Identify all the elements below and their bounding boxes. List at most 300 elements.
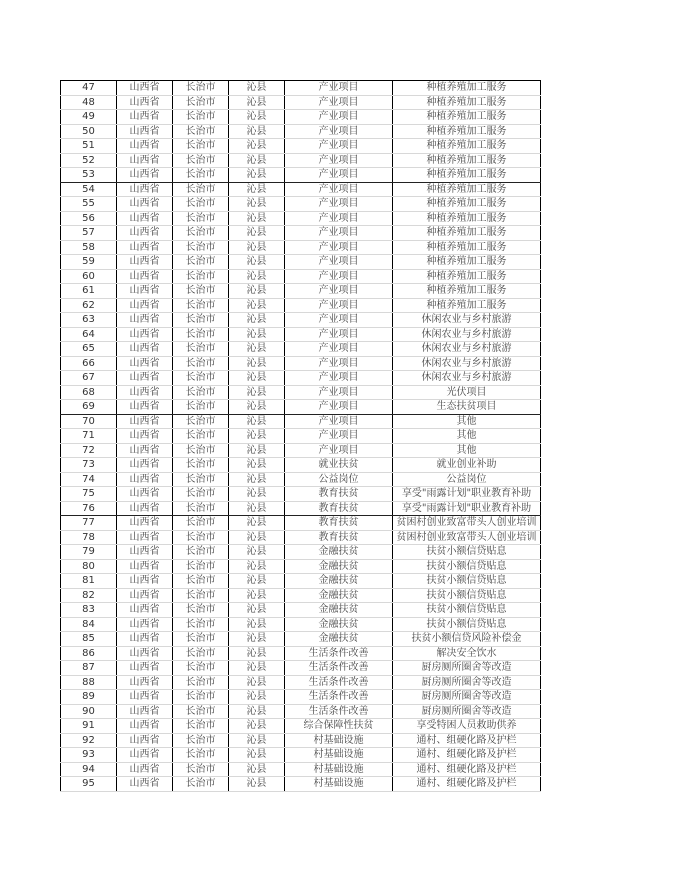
item-cell[interactable]: 光伏项目 — [393, 385, 541, 400]
item-cell[interactable]: 种植养殖加工服务 — [393, 168, 541, 183]
city-cell[interactable]: 长治市 — [173, 182, 229, 197]
city-cell[interactable]: 长治市 — [173, 168, 229, 183]
county-cell[interactable]: 沁县 — [229, 646, 285, 661]
province-cell[interactable]: 山西省 — [117, 298, 173, 313]
item-cell[interactable]: 种植养殖加工服务 — [393, 298, 541, 313]
row-number[interactable]: 88 — [61, 675, 117, 690]
county-cell[interactable]: 沁县 — [229, 95, 285, 110]
item-cell[interactable]: 休闲农业与乡村旅游 — [393, 313, 541, 328]
item-cell[interactable]: 就业创业补助 — [393, 458, 541, 473]
row-number[interactable]: 71 — [61, 429, 117, 444]
county-cell[interactable]: 沁县 — [229, 124, 285, 139]
category-cell[interactable]: 产业项目 — [285, 284, 393, 299]
county-cell[interactable]: 沁县 — [229, 530, 285, 545]
province-cell[interactable]: 山西省 — [117, 168, 173, 183]
row-number[interactable]: 83 — [61, 603, 117, 618]
row-number[interactable]: 76 — [61, 501, 117, 516]
county-cell[interactable]: 沁县 — [229, 226, 285, 241]
province-cell[interactable]: 山西省 — [117, 487, 173, 502]
county-cell[interactable]: 沁县 — [229, 81, 285, 96]
item-cell[interactable]: 厨房厕所圈舍等改造 — [393, 661, 541, 676]
county-cell[interactable]: 沁县 — [229, 414, 285, 429]
item-cell[interactable]: 其他 — [393, 429, 541, 444]
row-number[interactable]: 54 — [61, 182, 117, 197]
category-cell[interactable]: 金融扶贫 — [285, 603, 393, 618]
category-cell[interactable]: 产业项目 — [285, 182, 393, 197]
category-cell[interactable]: 产业项目 — [285, 385, 393, 400]
city-cell[interactable]: 长治市 — [173, 661, 229, 676]
row-number[interactable]: 67 — [61, 371, 117, 386]
province-cell[interactable]: 山西省 — [117, 588, 173, 603]
province-cell[interactable]: 山西省 — [117, 327, 173, 342]
county-cell[interactable]: 沁县 — [229, 400, 285, 415]
item-cell[interactable]: 种植养殖加工服务 — [393, 211, 541, 226]
province-cell[interactable]: 山西省 — [117, 603, 173, 618]
item-cell[interactable]: 扶贫小额信贷贴息 — [393, 559, 541, 574]
category-cell[interactable]: 教育扶贫 — [285, 501, 393, 516]
category-cell[interactable]: 金融扶贫 — [285, 574, 393, 589]
city-cell[interactable]: 长治市 — [173, 124, 229, 139]
province-cell[interactable]: 山西省 — [117, 371, 173, 386]
row-number[interactable]: 55 — [61, 197, 117, 212]
city-cell[interactable]: 长治市 — [173, 632, 229, 647]
item-cell[interactable]: 通村、组硬化路及护栏 — [393, 762, 541, 777]
city-cell[interactable]: 长治市 — [173, 356, 229, 371]
category-cell[interactable]: 生活条件改善 — [285, 690, 393, 705]
row-number[interactable]: 78 — [61, 530, 117, 545]
category-cell[interactable]: 综合保障性扶贫 — [285, 719, 393, 734]
province-cell[interactable]: 山西省 — [117, 617, 173, 632]
province-cell[interactable]: 山西省 — [117, 240, 173, 255]
county-cell[interactable]: 沁县 — [229, 110, 285, 125]
row-number[interactable]: 66 — [61, 356, 117, 371]
row-number[interactable]: 90 — [61, 704, 117, 719]
item-cell[interactable]: 扶贫小额信贷贴息 — [393, 574, 541, 589]
row-number[interactable]: 52 — [61, 153, 117, 168]
category-cell[interactable]: 产业项目 — [285, 240, 393, 255]
item-cell[interactable]: 种植养殖加工服务 — [393, 284, 541, 299]
item-cell[interactable]: 享受特困人员救助供养 — [393, 719, 541, 734]
province-cell[interactable]: 山西省 — [117, 226, 173, 241]
category-cell[interactable]: 教育扶贫 — [285, 530, 393, 545]
table-row — [61, 777, 541, 792]
county-cell[interactable]: 沁县 — [229, 182, 285, 197]
county-cell[interactable]: 沁县 — [229, 588, 285, 603]
province-cell[interactable]: 山西省 — [117, 443, 173, 458]
county-cell[interactable]: 沁县 — [229, 501, 285, 516]
city-cell[interactable]: 长治市 — [173, 371, 229, 386]
category-cell[interactable]: 金融扶贫 — [285, 545, 393, 560]
item-cell[interactable]: 休闲农业与乡村旅游 — [393, 371, 541, 386]
row-number[interactable]: 53 — [61, 168, 117, 183]
city-cell[interactable]: 长治市 — [173, 284, 229, 299]
province-cell[interactable]: 山西省 — [117, 400, 173, 415]
table-row — [61, 284, 541, 299]
province-cell[interactable]: 山西省 — [117, 661, 173, 676]
item-cell[interactable]: 贫困村创业致富带头人创业培训 — [393, 530, 541, 545]
item-cell[interactable]: 扶贫小额信贷贴息 — [393, 603, 541, 618]
county-cell[interactable]: 沁县 — [229, 777, 285, 792]
county-cell[interactable]: 沁县 — [229, 762, 285, 777]
city-cell[interactable]: 长治市 — [173, 458, 229, 473]
item-cell[interactable]: 种植养殖加工服务 — [393, 182, 541, 197]
county-cell[interactable]: 沁县 — [229, 516, 285, 531]
city-cell[interactable]: 长治市 — [173, 211, 229, 226]
category-cell[interactable]: 产业项目 — [285, 139, 393, 154]
category-cell[interactable]: 生活条件改善 — [285, 675, 393, 690]
category-cell[interactable]: 产业项目 — [285, 211, 393, 226]
province-cell[interactable]: 山西省 — [117, 414, 173, 429]
city-cell[interactable]: 长治市 — [173, 400, 229, 415]
county-cell[interactable]: 沁县 — [229, 559, 285, 574]
item-cell[interactable]: 贫困村创业致富带头人创业培训 — [393, 516, 541, 531]
item-cell[interactable]: 扶贫小额信贷贴息 — [393, 545, 541, 560]
county-cell[interactable]: 沁县 — [229, 704, 285, 719]
city-cell[interactable]: 长治市 — [173, 298, 229, 313]
county-cell[interactable]: 沁县 — [229, 487, 285, 502]
province-cell[interactable]: 山西省 — [117, 139, 173, 154]
item-cell[interactable]: 种植养殖加工服务 — [393, 110, 541, 125]
item-cell[interactable]: 扶贫小额信贷贴息 — [393, 617, 541, 632]
category-cell[interactable]: 教育扶贫 — [285, 487, 393, 502]
province-cell[interactable]: 山西省 — [117, 530, 173, 545]
row-number[interactable]: 56 — [61, 211, 117, 226]
item-cell[interactable]: 种植养殖加工服务 — [393, 255, 541, 270]
city-cell[interactable]: 长治市 — [173, 690, 229, 705]
province-cell[interactable]: 山西省 — [117, 385, 173, 400]
row-number[interactable]: 79 — [61, 545, 117, 560]
row-number[interactable]: 95 — [61, 777, 117, 792]
province-cell[interactable]: 山西省 — [117, 704, 173, 719]
city-cell[interactable]: 长治市 — [173, 255, 229, 270]
province-cell[interactable]: 山西省 — [117, 313, 173, 328]
county-cell[interactable]: 沁县 — [229, 748, 285, 763]
county-cell[interactable]: 沁县 — [229, 603, 285, 618]
city-cell[interactable]: 长治市 — [173, 762, 229, 777]
row-number[interactable]: 58 — [61, 240, 117, 255]
item-cell[interactable]: 休闲农业与乡村旅游 — [393, 327, 541, 342]
row-number[interactable]: 73 — [61, 458, 117, 473]
category-cell[interactable]: 金融扶贫 — [285, 588, 393, 603]
category-cell[interactable]: 公益岗位 — [285, 472, 393, 487]
row-number[interactable]: 62 — [61, 298, 117, 313]
category-cell[interactable]: 产业项目 — [285, 124, 393, 139]
row-number[interactable]: 60 — [61, 269, 117, 284]
city-cell[interactable]: 长治市 — [173, 443, 229, 458]
category-cell[interactable]: 生活条件改善 — [285, 661, 393, 676]
province-cell[interactable]: 山西省 — [117, 501, 173, 516]
category-cell[interactable]: 产业项目 — [285, 81, 393, 96]
county-cell[interactable]: 沁县 — [229, 719, 285, 734]
county-cell[interactable]: 沁县 — [229, 617, 285, 632]
category-cell[interactable]: 产业项目 — [285, 327, 393, 342]
category-cell[interactable]: 产业项目 — [285, 298, 393, 313]
city-cell[interactable]: 长治市 — [173, 617, 229, 632]
table-row — [61, 226, 541, 241]
city-cell[interactable]: 长治市 — [173, 110, 229, 125]
province-cell[interactable]: 山西省 — [117, 284, 173, 299]
category-cell[interactable]: 产业项目 — [285, 400, 393, 415]
city-cell[interactable]: 长治市 — [173, 748, 229, 763]
table-row — [61, 255, 541, 270]
item-cell[interactable]: 通村、组硬化路及护栏 — [393, 748, 541, 763]
category-cell[interactable]: 生活条件改善 — [285, 704, 393, 719]
category-cell[interactable]: 产业项目 — [285, 313, 393, 328]
province-cell[interactable]: 山西省 — [117, 762, 173, 777]
row-number[interactable]: 47 — [61, 81, 117, 96]
province-cell[interactable]: 山西省 — [117, 516, 173, 531]
city-cell[interactable]: 长治市 — [173, 559, 229, 574]
item-cell[interactable]: 种植养殖加工服务 — [393, 240, 541, 255]
row-number[interactable]: 85 — [61, 632, 117, 647]
category-cell[interactable]: 产业项目 — [285, 197, 393, 212]
city-cell[interactable]: 长治市 — [173, 342, 229, 357]
province-cell[interactable]: 山西省 — [117, 675, 173, 690]
city-cell[interactable]: 长治市 — [173, 313, 229, 328]
province-cell[interactable]: 山西省 — [117, 153, 173, 168]
city-cell[interactable]: 长治市 — [173, 545, 229, 560]
county-cell[interactable]: 沁县 — [229, 356, 285, 371]
item-cell[interactable]: 享受"雨露计划"职业教育补助 — [393, 501, 541, 516]
item-cell[interactable]: 厨房厕所圈舍等改造 — [393, 675, 541, 690]
item-cell[interactable]: 种植养殖加工服务 — [393, 226, 541, 241]
row-number[interactable]: 48 — [61, 95, 117, 110]
county-cell[interactable]: 沁县 — [229, 255, 285, 270]
item-cell[interactable]: 通村、组硬化路及护栏 — [393, 777, 541, 792]
row-number[interactable]: 50 — [61, 124, 117, 139]
city-cell[interactable]: 长治市 — [173, 269, 229, 284]
province-cell[interactable]: 山西省 — [117, 81, 173, 96]
row-number[interactable]: 59 — [61, 255, 117, 270]
province-cell[interactable]: 山西省 — [117, 182, 173, 197]
row-number[interactable]: 92 — [61, 733, 117, 748]
row-number[interactable]: 87 — [61, 661, 117, 676]
city-cell[interactable]: 长治市 — [173, 385, 229, 400]
row-number[interactable]: 89 — [61, 690, 117, 705]
row-number[interactable]: 61 — [61, 284, 117, 299]
county-cell[interactable]: 沁县 — [229, 545, 285, 560]
city-cell[interactable]: 长治市 — [173, 777, 229, 792]
province-cell[interactable]: 山西省 — [117, 646, 173, 661]
county-cell[interactable]: 沁县 — [229, 443, 285, 458]
category-cell[interactable]: 产业项目 — [285, 429, 393, 444]
province-cell[interactable]: 山西省 — [117, 472, 173, 487]
category-cell[interactable]: 产业项目 — [285, 443, 393, 458]
city-cell[interactable]: 长治市 — [173, 516, 229, 531]
province-cell[interactable]: 山西省 — [117, 559, 173, 574]
county-cell[interactable]: 沁县 — [229, 458, 285, 473]
category-cell[interactable]: 就业扶贫 — [285, 458, 393, 473]
category-cell[interactable]: 村基础设施 — [285, 777, 393, 792]
city-cell[interactable]: 长治市 — [173, 588, 229, 603]
category-cell[interactable]: 产业项目 — [285, 269, 393, 284]
item-cell[interactable]: 种植养殖加工服务 — [393, 139, 541, 154]
table-row — [61, 632, 541, 647]
county-cell[interactable]: 沁县 — [229, 733, 285, 748]
category-cell[interactable]: 生活条件改善 — [285, 646, 393, 661]
city-cell[interactable]: 长治市 — [173, 704, 229, 719]
county-cell[interactable]: 沁县 — [229, 661, 285, 676]
city-cell[interactable]: 长治市 — [173, 719, 229, 734]
county-cell[interactable]: 沁县 — [229, 472, 285, 487]
county-cell[interactable]: 沁县 — [229, 139, 285, 154]
province-cell[interactable]: 山西省 — [117, 255, 173, 270]
row-number[interactable]: 94 — [61, 762, 117, 777]
row-number[interactable]: 72 — [61, 443, 117, 458]
row-number[interactable]: 69 — [61, 400, 117, 415]
county-cell[interactable]: 沁县 — [229, 632, 285, 647]
county-cell[interactable]: 沁县 — [229, 327, 285, 342]
county-cell[interactable]: 沁县 — [229, 690, 285, 705]
item-cell[interactable]: 通村、组硬化路及护栏 — [393, 733, 541, 748]
province-cell[interactable]: 山西省 — [117, 95, 173, 110]
row-number[interactable]: 49 — [61, 110, 117, 125]
province-cell[interactable]: 山西省 — [117, 733, 173, 748]
city-cell[interactable]: 长治市 — [173, 472, 229, 487]
row-number[interactable]: 86 — [61, 646, 117, 661]
city-cell[interactable]: 长治市 — [173, 501, 229, 516]
category-cell[interactable]: 产业项目 — [285, 371, 393, 386]
county-cell[interactable]: 沁县 — [229, 675, 285, 690]
province-cell[interactable]: 山西省 — [117, 458, 173, 473]
item-cell[interactable]: 种植养殖加工服务 — [393, 81, 541, 96]
item-cell[interactable]: 种植养殖加工服务 — [393, 95, 541, 110]
category-cell[interactable]: 产业项目 — [285, 414, 393, 429]
city-cell[interactable]: 长治市 — [173, 429, 229, 444]
category-cell[interactable]: 教育扶贫 — [285, 516, 393, 531]
county-cell[interactable]: 沁县 — [229, 298, 285, 313]
county-cell[interactable]: 沁县 — [229, 211, 285, 226]
city-cell[interactable]: 长治市 — [173, 414, 229, 429]
city-cell[interactable]: 长治市 — [173, 153, 229, 168]
item-cell[interactable]: 享受"雨露计划"职业教育补助 — [393, 487, 541, 502]
city-cell[interactable]: 长治市 — [173, 646, 229, 661]
row-number[interactable]: 93 — [61, 748, 117, 763]
item-cell[interactable]: 种植养殖加工服务 — [393, 153, 541, 168]
category-cell[interactable]: 产业项目 — [285, 110, 393, 125]
city-cell[interactable]: 长治市 — [173, 574, 229, 589]
province-cell[interactable]: 山西省 — [117, 632, 173, 647]
province-cell[interactable]: 山西省 — [117, 719, 173, 734]
item-cell[interactable]: 扶贫小额信贷贴息 — [393, 588, 541, 603]
county-cell[interactable]: 沁县 — [229, 284, 285, 299]
province-cell[interactable]: 山西省 — [117, 545, 173, 560]
city-cell[interactable]: 长治市 — [173, 139, 229, 154]
item-cell[interactable]: 解决安全饮水 — [393, 646, 541, 661]
city-cell[interactable]: 长治市 — [173, 197, 229, 212]
city-cell[interactable]: 长治市 — [173, 327, 229, 342]
province-cell[interactable]: 山西省 — [117, 110, 173, 125]
row-number[interactable]: 70 — [61, 414, 117, 429]
province-cell[interactable]: 山西省 — [117, 429, 173, 444]
province-cell[interactable]: 山西省 — [117, 356, 173, 371]
row-number[interactable]: 63 — [61, 313, 117, 328]
item-cell[interactable]: 种植养殖加工服务 — [393, 197, 541, 212]
category-cell[interactable]: 产业项目 — [285, 255, 393, 270]
county-cell[interactable]: 沁县 — [229, 269, 285, 284]
item-cell[interactable]: 休闲农业与乡村旅游 — [393, 356, 541, 371]
item-cell[interactable]: 种植养殖加工服务 — [393, 269, 541, 284]
category-cell[interactable]: 村基础设施 — [285, 762, 393, 777]
row-number[interactable]: 82 — [61, 588, 117, 603]
county-cell[interactable]: 沁县 — [229, 313, 285, 328]
province-cell[interactable]: 山西省 — [117, 748, 173, 763]
category-cell[interactable]: 村基础设施 — [285, 733, 393, 748]
item-cell[interactable]: 厨房厕所圈舍等改造 — [393, 704, 541, 719]
category-cell[interactable]: 金融扶贫 — [285, 559, 393, 574]
row-number[interactable]: 68 — [61, 385, 117, 400]
category-cell[interactable]: 村基础设施 — [285, 748, 393, 763]
category-cell[interactable]: 金融扶贫 — [285, 632, 393, 647]
category-cell[interactable]: 产业项目 — [285, 168, 393, 183]
row-number[interactable]: 84 — [61, 617, 117, 632]
county-cell[interactable]: 沁县 — [229, 153, 285, 168]
row-number[interactable]: 81 — [61, 574, 117, 589]
county-cell[interactable]: 沁县 — [229, 385, 285, 400]
county-cell[interactable]: 沁县 — [229, 197, 285, 212]
province-cell[interactable]: 山西省 — [117, 124, 173, 139]
row-number[interactable]: 57 — [61, 226, 117, 241]
province-cell[interactable]: 山西省 — [117, 342, 173, 357]
province-cell[interactable]: 山西省 — [117, 574, 173, 589]
category-cell[interactable]: 产业项目 — [285, 153, 393, 168]
item-cell[interactable]: 扶贫小额信贷风险补偿金 — [393, 632, 541, 647]
item-cell[interactable]: 公益岗位 — [393, 472, 541, 487]
row-number[interactable]: 65 — [61, 342, 117, 357]
county-cell[interactable]: 沁县 — [229, 429, 285, 444]
city-cell[interactable]: 长治市 — [173, 487, 229, 502]
county-cell[interactable]: 沁县 — [229, 574, 285, 589]
county-cell[interactable]: 沁县 — [229, 342, 285, 357]
row-number[interactable]: 51 — [61, 139, 117, 154]
row-number[interactable]: 91 — [61, 719, 117, 734]
city-cell[interactable]: 长治市 — [173, 603, 229, 618]
row-number[interactable]: 75 — [61, 487, 117, 502]
category-cell[interactable]: 产业项目 — [285, 356, 393, 371]
city-cell[interactable]: 长治市 — [173, 675, 229, 690]
row-number[interactable]: 77 — [61, 516, 117, 531]
county-cell[interactable]: 沁县 — [229, 168, 285, 183]
row-number[interactable]: 74 — [61, 472, 117, 487]
province-cell[interactable]: 山西省 — [117, 690, 173, 705]
city-cell[interactable]: 长治市 — [173, 95, 229, 110]
category-cell[interactable]: 金融扶贫 — [285, 617, 393, 632]
province-cell[interactable]: 山西省 — [117, 197, 173, 212]
item-cell[interactable]: 生态扶贫项目 — [393, 400, 541, 415]
city-cell[interactable]: 长治市 — [173, 240, 229, 255]
city-cell[interactable]: 长治市 — [173, 81, 229, 96]
city-cell[interactable]: 长治市 — [173, 733, 229, 748]
row-number[interactable]: 80 — [61, 559, 117, 574]
item-cell[interactable]: 其他 — [393, 443, 541, 458]
county-cell[interactable]: 沁县 — [229, 240, 285, 255]
table-row — [61, 603, 541, 618]
county-cell[interactable]: 沁县 — [229, 371, 285, 386]
item-cell[interactable]: 休闲农业与乡村旅游 — [393, 342, 541, 357]
item-cell[interactable]: 其他 — [393, 414, 541, 429]
city-cell[interactable]: 长治市 — [173, 226, 229, 241]
category-cell[interactable]: 产业项目 — [285, 226, 393, 241]
province-cell[interactable]: 山西省 — [117, 777, 173, 792]
city-cell[interactable]: 长治市 — [173, 530, 229, 545]
province-cell[interactable]: 山西省 — [117, 211, 173, 226]
item-cell[interactable]: 厨房厕所圈舍等改造 — [393, 690, 541, 705]
item-cell[interactable]: 种植养殖加工服务 — [393, 124, 541, 139]
province-cell[interactable]: 山西省 — [117, 269, 173, 284]
category-cell[interactable]: 产业项目 — [285, 342, 393, 357]
category-cell[interactable]: 产业项目 — [285, 95, 393, 110]
row-number[interactable]: 64 — [61, 327, 117, 342]
